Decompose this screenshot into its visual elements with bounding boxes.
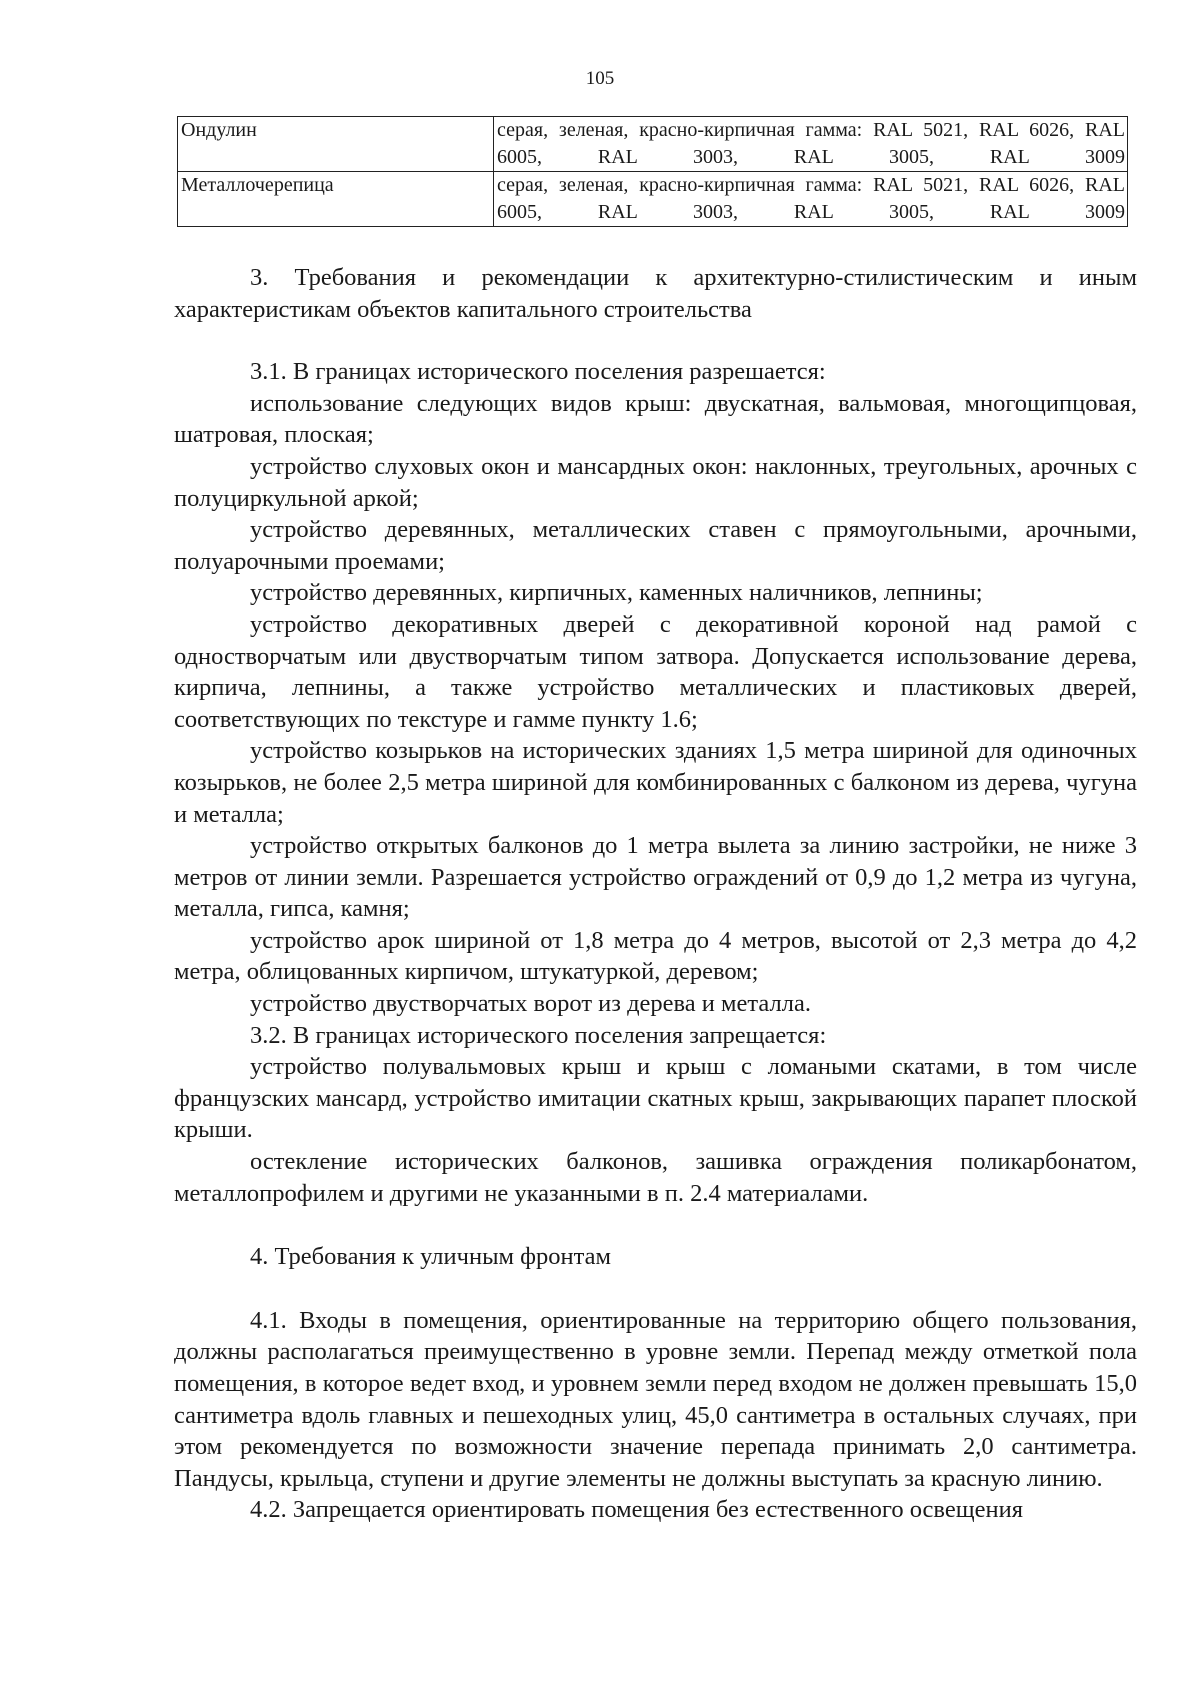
list-item: устройство двустворчатых ворот из дерева и металла. xyxy=(250,990,811,1018)
list-item: использование следующих видов крыш: двускатная, вальмовая, многощипцовая, шатровая, плоская; xyxy=(174,389,1137,449)
table-row xyxy=(178,172,1128,227)
roof-colors-table xyxy=(177,116,1128,227)
list-item: устройство козырьков на исторических зданиях 1,5 метра шириной для одиночных козырьков, не более 2,5 метра шириной для комбинированных с балконом из дерева, чугуна и металла; xyxy=(174,737,1137,828)
list-item: устройство слуховых окон и мансардных окон: наклонных, треугольных, арочных с полуциркульной аркой; xyxy=(174,452,1137,512)
section-3-2-title: 3.2. В границах исторического поселения запрещается: xyxy=(250,1021,827,1049)
colors-cell: серая, зеленая, красно-кирпичная гамма: RAL 5021, RAL 6026, RAL 6005, RAL 3003, RAL 3005, RAL 3009 xyxy=(494,117,1128,172)
section-4-heading: 4. Требования к уличным фронтам xyxy=(250,1243,612,1271)
list-item: устройство открытых балконов до 1 метра вылета за линию застройки, не ниже 3 метров от линии земли. Разрешается устройство ограждений от 0,9 до 1,2 метра из чугуна, металла, гипса, камня; xyxy=(174,832,1137,923)
list-item: остекление исторических балконов, зашивка ограждения поликарбонатом, металлопрофилем и другими не указанными в п. 2.4 материалами. xyxy=(174,1148,1137,1207)
section-3-heading: 3. Требования и рекомендации к архитектурно-стилистическим и иным характеристикам объектов капитального строительства xyxy=(174,264,1137,323)
paragraph-4-2: 4.2. Запрещается ориентировать помещения без естественного освещения xyxy=(250,1496,1023,1524)
list-item: устройство декоративных дверей с декоративной короной над рамой с одностворчатым или двустворчатым типом затвора. Допускается использование дерева, кирпича, лепнины, а также устройство металлических и пластиковых дверей, соответствующих по текстуре и гамме пункту 1.6; xyxy=(174,610,1137,733)
page-number: 105 xyxy=(585,68,615,89)
paragraph-4-1: 4.1. Входы в помещения, ориентированные на территорию общего пользования, должны располагаться преимущественно в уровне земли. Перепад между отметкой пола помещения, в которое ведет вход, и уровнем земли перед входом не должен превышать 15,0 сантиметра вдоль главных и пешеходных улиц, 45,0 сантиметра в остальных случаях, при этом рекомендуется по возможности значение перепада принимать 2,0 сантиметра. Пандусы, крыльца, ступени и другие элементы не должны выступать за красную линию. xyxy=(174,1306,1137,1492)
material-cell: Металлочерепица xyxy=(178,172,494,227)
list-item: устройство арок шириной от 1,8 метра до 4 метров, высотой от 2,3 метра до 4,2 метра, облицованных кирпичом, штукатуркой, деревом; xyxy=(174,926,1137,986)
document-body xyxy=(174,262,1137,1526)
section-3-1-title: 3.1. В границах исторического поселения разрешается: xyxy=(250,358,826,386)
colors-cell: серая, зеленая, красно-кирпичная гамма: RAL 5021, RAL 6026, RAL 6005, RAL 3003, RAL 3005, RAL 3009 xyxy=(494,172,1128,227)
list-item: устройство полувальмовых крыш и крыш с ломаными скатами, в том числе французских мансард, устройство имитации скатных крыш, закрывающих парапет плоской крыши. xyxy=(174,1053,1137,1144)
table-row xyxy=(178,117,1128,172)
list-item: устройство деревянных, металлических ставен с прямоугольными, арочными, полуарочными проемами; xyxy=(174,516,1137,575)
material-cell: Ондулин xyxy=(178,117,494,172)
list-item: устройство деревянных, кирпичных, каменных наличников, лепнины; xyxy=(250,579,983,607)
